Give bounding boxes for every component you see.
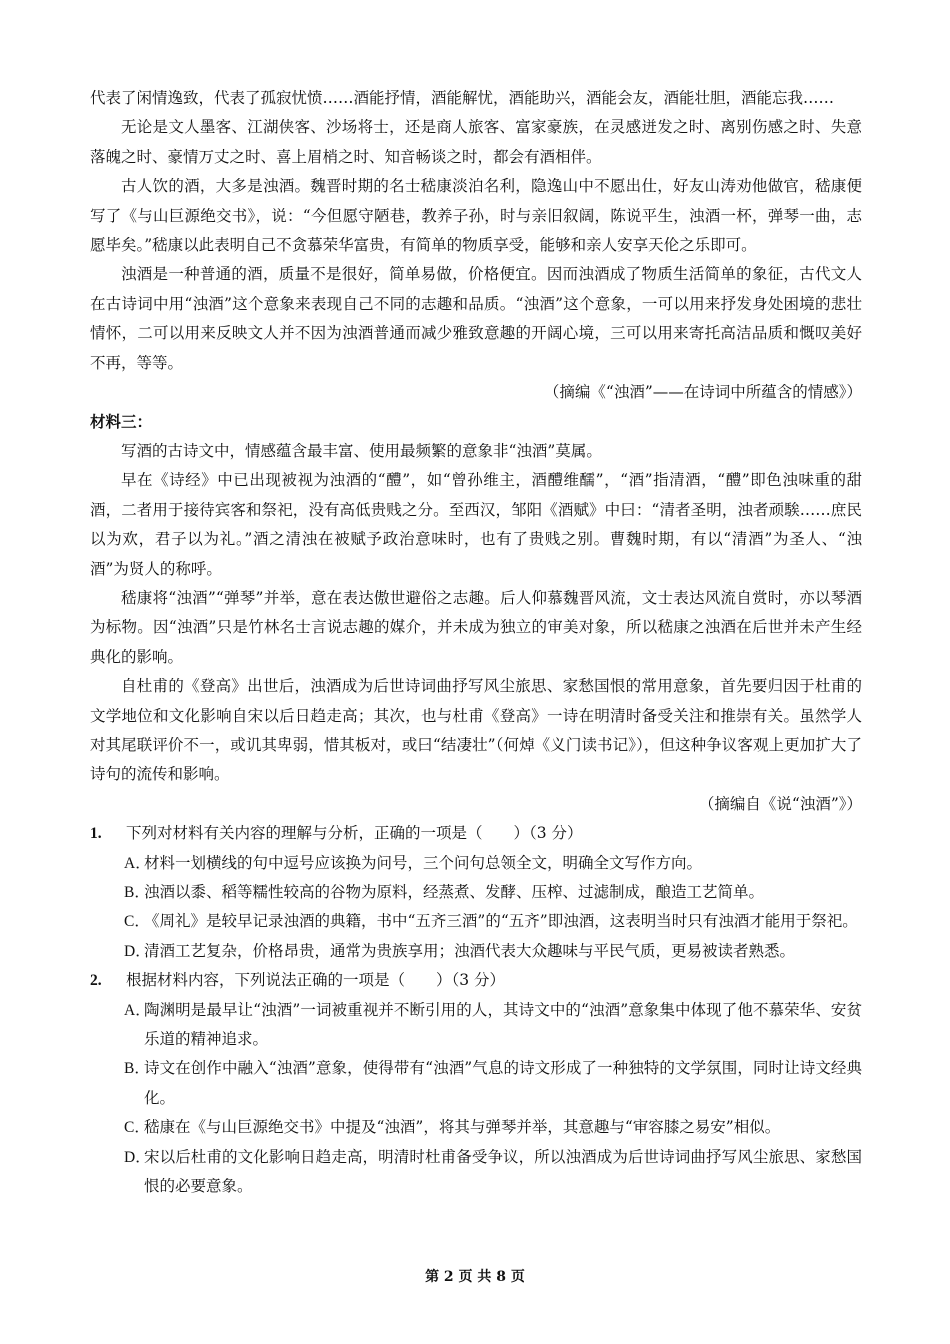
question-stem: 根据材料内容，下列说法正确的一项是（ ）（3 分） [126, 971, 506, 990]
option-b [90, 878, 862, 907]
option-letter: A． [124, 1001, 151, 1019]
paragraph: 无论是文人墨客、江湖侠客、沙场将士，还是商人旅客、富家豪族，在灵感迸发之时、离别伤感之时、失意落魄之时、豪情万丈之时、喜上眉梢之时、知音畅谈之时，都会有酒相伴。 [90, 118, 862, 166]
option-text: 嵇康在《与山巨源绝交书》中提及“浊酒”，将其与弹琴并举，其意趣与“审容膝之易安”相似。 [144, 1118, 781, 1137]
option-text: 宋以后杜甫的文化影响日趋走高，明清时杜甫备受争议，所以浊酒成为后世诗词曲抒写风尘旅思、家愁国恨的必要意象。 [144, 1147, 862, 1196]
question-stem: 下列对材料有关内容的理解与分析，正确的一项是（ ）（3 分） [126, 824, 583, 843]
option-letter: B． [124, 883, 150, 901]
option-letter: C． [124, 913, 150, 931]
page-number-footer: 第 2 页 共 8 页 [425, 1269, 525, 1285]
option-text: 浊酒以黍、稻等糯性较高的谷物为原料，经蒸煮、发酵、压榨、过滤制成，酿造工艺简单。 [144, 882, 765, 901]
question-stem-row [90, 819, 862, 848]
option-text: 陶渊明是最早让“浊酒”一词被重视并不断引用的人，其诗文中的“浊酒”意象集中体现了他不慕荣华、安贫乐道的精神追求。 [144, 1000, 862, 1048]
option-text: 清酒工艺复杂，价格昂贵，通常为贵族享用；浊酒代表大众趣味与平民气质，更易被读者熟悉。 [144, 941, 796, 960]
paragraph: 代表了闲情逸致，代表了孤寂忧愤……酒能抒情，酒能解忧，酒能助兴，酒能会友，酒能壮胆，酒能忘我…… [90, 89, 835, 107]
option-d [90, 937, 862, 966]
paragraph: 自杜甫的《登高》出世后，浊酒成为后世诗词曲抒写风尘旅思、家愁国恨的常用意象，首先要归因于杜甫的文学地位和文化影响自宋以后日趋走高；其次，也与杜甫《登高》一诗在明清时备受关注和推崇有关。虽然学人对其尾联评价不一，或讥其卑弱，惜其板对，或曰“结凄壮”（何焯《义门读书记》），但这种争议客观上更加扩大了诗句的流传和影响。 [90, 677, 862, 784]
option-a [90, 996, 862, 1055]
option-c [90, 1113, 862, 1142]
option-letter: C． [124, 1119, 150, 1137]
question-1 [90, 819, 862, 966]
option-b [90, 1054, 862, 1113]
paragraph: 早在《诗经》中已出现被视为浊酒的“醴”，如“曾孙维主，酒醴维醹”，“酒”指清酒，“醴”即色浊味重的甜酒，二者用于接待宾客和祭祀，没有高低贵贱之分。至西汉，邹阳《酒赋》中曰：“清者圣明，浊者顽騃……庶民以为欢，君子以为礼。”酒之清浊在被赋予政治意味时，也有了贵贱之别。曹魏时期，有以“清酒”为圣人、“浊酒”为贤人的称呼。 [90, 471, 862, 578]
document-page [90, 84, 862, 1201]
paragraph: 浊酒是一种普通的酒，质量不是很好，简单易做，价格便宜。因而浊酒成了物质生活简单的象征，古代文人在古诗词中用“浊酒”这个意象来表现自己不同的志趣和品质。“浊酒”这个意象，一可以用来抒发身处困境的悲壮情怀，二可以用来反映文人并不因为浊酒普通而减少雅致意趣的开阔心境，三可以用来寄托高洁品质和慨叹美好不再，等等。 [90, 265, 862, 372]
option-d [90, 1143, 862, 1202]
option-text: 《周礼》是较早记录浊酒的典籍，书中“五齐三酒”的“五齐”即浊酒，这表明当时只有浊酒才能用于祭祀。 [144, 912, 858, 931]
source-citation: （摘编自《说“浊酒”》） [698, 794, 862, 813]
section-heading: 材料三： [90, 412, 153, 432]
source-citation: （摘编《“浊酒”——在诗词中所蕴含的情感》） [543, 383, 862, 402]
option-letter: D． [124, 942, 151, 960]
option-letter: D． [124, 1148, 151, 1166]
question-number: 1. [90, 825, 102, 843]
option-text: 诗文在创作中融入“浊酒”意象，使得带有“浊酒”气息的诗文形成了一种独特的文学氛围，同时让诗文经典化。 [144, 1059, 862, 1107]
question-stem-row [90, 966, 862, 995]
passage-two-continued [90, 84, 862, 407]
option-letter: B． [124, 1060, 150, 1078]
option-a [90, 849, 862, 878]
option-letter: A． [124, 854, 151, 872]
question-number: 2. [90, 972, 102, 990]
option-c [90, 907, 862, 936]
paragraph: 嵇康将“浊酒”“弹琴”并举，意在表达傲世避俗之志趣。后人仰慕魏晋风流，文士表达风流自赏时，亦以琴酒为标物。因“浊酒”只是竹林名士言说志趣的媒介，并未成为独立的审美对象，所以嵇康之浊酒在后世并未产生经典化的影响。 [90, 588, 862, 666]
material-three [90, 407, 862, 819]
option-text: 材料一划横线的句中逗号应该换为问号，三个问句总领全文，明确全文写作方向。 [144, 853, 703, 872]
paragraph: 古人饮的酒，大多是浊酒。魏晋时期的名士嵇康淡泊名利，隐逸山中不愿出仕，好友山涛劝他做官，嵇康便写了《与山巨源绝交书》，说：“今但愿守陋巷，教养子孙，时与亲旧叙阔，陈说平生，浊酒一杯，弹琴一曲，志愿毕矣。”嵇康以此表明自己不贪慕荣华富贵，有简单的物质享受，能够和亲人安享天伦之乐即可。 [90, 177, 862, 255]
question-2 [90, 966, 862, 1201]
paragraph: 写酒的古诗文中，情感蕴含最丰富、使用最频繁的意象非“浊酒”莫属。 [121, 441, 602, 460]
